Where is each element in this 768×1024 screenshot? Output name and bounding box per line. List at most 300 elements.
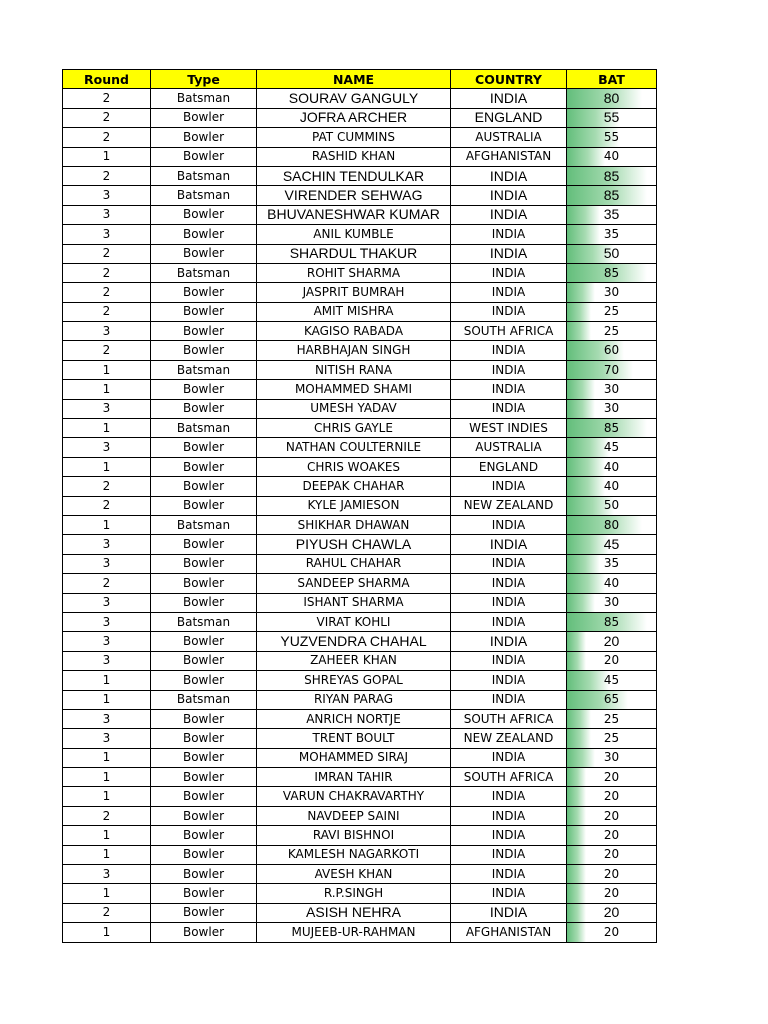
cell-country[interactable]: INDIA bbox=[451, 651, 567, 670]
bat-value: 40 bbox=[603, 459, 620, 474]
cell-bat[interactable] bbox=[567, 826, 657, 845]
cell-name[interactable]: MUJEEB-UR-RAHMAN bbox=[257, 923, 451, 942]
cell-country[interactable]: INDIA bbox=[451, 632, 567, 651]
header-bat[interactable]: BAT bbox=[567, 70, 657, 89]
cell-bat[interactable] bbox=[567, 477, 657, 496]
cell-country[interactable]: INDIA bbox=[451, 865, 567, 884]
cell-country[interactable]: NEW ZEALAND bbox=[451, 496, 567, 515]
cell-round[interactable]: 3 bbox=[63, 729, 151, 748]
cell-name[interactable]: R.P.SINGH bbox=[257, 884, 451, 903]
cell-name[interactable]: ZAHEER KHAN bbox=[257, 651, 451, 670]
data-bar bbox=[567, 361, 633, 379]
cell-name[interactable]: RIYAN PARAG bbox=[257, 690, 451, 709]
cell-bat[interactable] bbox=[567, 438, 657, 457]
table-row bbox=[63, 845, 657, 864]
cell-type[interactable]: Batsman bbox=[151, 690, 257, 709]
cell-country[interactable]: AUSTRALIA bbox=[451, 438, 567, 457]
data-bar bbox=[567, 826, 586, 844]
cell-bat[interactable] bbox=[567, 166, 657, 185]
table-row bbox=[63, 748, 657, 767]
cell-type[interactable]: Bowler bbox=[151, 787, 257, 806]
table-row bbox=[63, 341, 657, 360]
cell-type[interactable]: Bowler bbox=[151, 535, 257, 554]
cell-bat[interactable] bbox=[567, 457, 657, 476]
cell-bat[interactable] bbox=[567, 574, 657, 593]
table-row bbox=[63, 806, 657, 825]
table-row bbox=[63, 399, 657, 418]
cell-round[interactable]: 1 bbox=[63, 380, 151, 399]
cell-type[interactable]: Bowler bbox=[151, 632, 257, 651]
cell-bat[interactable] bbox=[567, 768, 657, 787]
table-row bbox=[63, 302, 657, 321]
data-bar bbox=[567, 400, 595, 418]
cell-country[interactable]: INDIA bbox=[451, 166, 567, 185]
data-bar bbox=[567, 652, 586, 670]
cell-round[interactable]: 3 bbox=[63, 865, 151, 884]
cell-name[interactable]: VIRENDER SEHWAG bbox=[257, 186, 451, 205]
cell-bat[interactable] bbox=[567, 147, 657, 166]
cell-bat[interactable] bbox=[567, 225, 657, 244]
bat-value: 85 bbox=[603, 167, 620, 184]
table-row bbox=[63, 671, 657, 690]
header-type[interactable]: Type bbox=[151, 70, 257, 89]
cell-name[interactable]: JOFRA ARCHER bbox=[257, 108, 451, 127]
table-row bbox=[63, 709, 657, 728]
table-row bbox=[63, 128, 657, 147]
cell-round[interactable]: 1 bbox=[63, 419, 151, 438]
cell-bat[interactable] bbox=[567, 903, 657, 922]
cell-country[interactable]: INDIA bbox=[451, 748, 567, 767]
cell-round[interactable]: 3 bbox=[63, 186, 151, 205]
bat-value: 30 bbox=[603, 284, 620, 299]
bat-value: 20 bbox=[603, 904, 620, 921]
cell-round[interactable]: 1 bbox=[63, 884, 151, 903]
cell-name[interactable]: AMIT MISHRA bbox=[257, 302, 451, 321]
cell-country[interactable]: INDIA bbox=[451, 515, 567, 534]
cell-type[interactable]: Bowler bbox=[151, 768, 257, 787]
cell-round[interactable]: 1 bbox=[63, 826, 151, 845]
cell-country[interactable]: INDIA bbox=[451, 399, 567, 418]
cell-round[interactable]: 1 bbox=[63, 845, 151, 864]
cell-bat[interactable] bbox=[567, 632, 657, 651]
cell-round[interactable]: 2 bbox=[63, 477, 151, 496]
cell-type[interactable]: Bowler bbox=[151, 438, 257, 457]
cell-type[interactable]: Batsman bbox=[151, 612, 257, 631]
cell-name[interactable]: ANIL KUMBLE bbox=[257, 225, 451, 244]
cell-bat[interactable] bbox=[567, 535, 657, 554]
data-bar bbox=[567, 555, 600, 573]
cell-country[interactable]: INDIA bbox=[451, 341, 567, 360]
bat-value: 40 bbox=[603, 149, 620, 164]
bat-value: 65 bbox=[603, 692, 620, 707]
cell-type[interactable]: Bowler bbox=[151, 496, 257, 515]
cell-round[interactable]: 3 bbox=[63, 651, 151, 670]
cell-bat[interactable] bbox=[567, 89, 657, 108]
table-row bbox=[63, 147, 657, 166]
table-row bbox=[63, 283, 657, 302]
cell-type[interactable]: Bowler bbox=[151, 341, 257, 360]
cell-bat[interactable] bbox=[567, 806, 657, 825]
cell-type[interactable]: Bowler bbox=[151, 477, 257, 496]
cell-bat[interactable] bbox=[567, 302, 657, 321]
cell-name[interactable]: CHRIS GAYLE bbox=[257, 419, 451, 438]
data-bar bbox=[567, 846, 586, 864]
bat-value: 50 bbox=[603, 245, 620, 262]
cell-country[interactable]: ENGLAND bbox=[451, 457, 567, 476]
bat-value: 25 bbox=[603, 711, 620, 726]
table-row bbox=[63, 225, 657, 244]
cell-name[interactable]: MOHAMMED SHAMI bbox=[257, 380, 451, 399]
cell-round[interactable]: 2 bbox=[63, 166, 151, 185]
data-bar bbox=[567, 710, 591, 728]
cell-bat[interactable] bbox=[567, 593, 657, 612]
cell-country[interactable]: INDIA bbox=[451, 225, 567, 244]
cell-round[interactable]: 2 bbox=[63, 128, 151, 147]
cell-round[interactable]: 3 bbox=[63, 632, 151, 651]
cell-country[interactable]: INDIA bbox=[451, 477, 567, 496]
bat-value: 85 bbox=[603, 187, 620, 204]
cell-country[interactable]: INDIA bbox=[451, 903, 567, 922]
cell-name[interactable]: ISHANT SHARMA bbox=[257, 593, 451, 612]
cell-name[interactable]: AVESH KHAN bbox=[257, 865, 451, 884]
cell-type[interactable]: Batsman bbox=[151, 166, 257, 185]
cell-name[interactable]: PIYUSH CHAWLA bbox=[257, 535, 451, 554]
table-row bbox=[63, 515, 657, 534]
table-row bbox=[63, 457, 657, 476]
cell-round[interactable]: 3 bbox=[63, 709, 151, 728]
data-bar bbox=[567, 206, 600, 224]
cell-country[interactable]: INDIA bbox=[451, 205, 567, 224]
cell-bat[interactable] bbox=[567, 729, 657, 748]
cell-name[interactable]: IMRAN TAHIR bbox=[257, 768, 451, 787]
bat-value: 85 bbox=[603, 614, 620, 629]
cell-name[interactable]: SHIKHAR DHAWAN bbox=[257, 515, 451, 534]
cell-round[interactable]: 1 bbox=[63, 360, 151, 379]
cell-country[interactable]: AUSTRALIA bbox=[451, 128, 567, 147]
cell-type[interactable]: Batsman bbox=[151, 186, 257, 205]
bat-value: 20 bbox=[603, 789, 620, 804]
cell-name[interactable]: HARBHAJAN SINGH bbox=[257, 341, 451, 360]
cell-name[interactable]: NAVDEEP SAINI bbox=[257, 806, 451, 825]
bat-value: 20 bbox=[603, 808, 620, 823]
bat-value: 20 bbox=[603, 847, 620, 862]
cell-name[interactable]: RAVI BISHNOI bbox=[257, 826, 451, 845]
bat-value: 20 bbox=[603, 633, 620, 650]
cell-bat[interactable] bbox=[567, 690, 657, 709]
cell-bat[interactable] bbox=[567, 360, 657, 379]
bat-value: 35 bbox=[603, 226, 620, 241]
cell-country[interactable]: NEW ZEALAND bbox=[451, 729, 567, 748]
cell-country[interactable]: INDIA bbox=[451, 89, 567, 108]
cell-bat[interactable] bbox=[567, 419, 657, 438]
cell-round[interactable]: 2 bbox=[63, 108, 151, 127]
cell-round[interactable]: 2 bbox=[63, 283, 151, 302]
cell-bat[interactable] bbox=[567, 496, 657, 515]
cell-country[interactable]: INDIA bbox=[451, 360, 567, 379]
cell-name[interactable]: KAGISO RABADA bbox=[257, 322, 451, 341]
cell-type[interactable]: Bowler bbox=[151, 748, 257, 767]
cell-type[interactable]: Bowler bbox=[151, 903, 257, 922]
cell-bat[interactable] bbox=[567, 263, 657, 282]
cell-type[interactable]: Bowler bbox=[151, 322, 257, 341]
cell-name[interactable]: NITISH RANA bbox=[257, 360, 451, 379]
bat-value: 85 bbox=[603, 265, 620, 280]
cell-bat[interactable] bbox=[567, 341, 657, 360]
cell-round[interactable]: 1 bbox=[63, 147, 151, 166]
data-bar bbox=[567, 729, 591, 747]
cell-round[interactable]: 3 bbox=[63, 612, 151, 631]
cell-type[interactable]: Batsman bbox=[151, 515, 257, 534]
cell-type[interactable]: Bowler bbox=[151, 826, 257, 845]
cell-round[interactable]: 1 bbox=[63, 923, 151, 942]
cell-name[interactable]: NATHAN COULTERNILE bbox=[257, 438, 451, 457]
cell-name[interactable]: ASISH NEHRA bbox=[257, 903, 451, 922]
cell-bat[interactable] bbox=[567, 884, 657, 903]
cell-type[interactable]: Bowler bbox=[151, 205, 257, 224]
cell-country[interactable]: INDIA bbox=[451, 244, 567, 263]
cell-country[interactable]: AFGHANISTAN bbox=[451, 923, 567, 942]
cell-type[interactable]: Bowler bbox=[151, 923, 257, 942]
cell-bat[interactable] bbox=[567, 108, 657, 127]
cell-name[interactable]: VIRAT KOHLI bbox=[257, 612, 451, 631]
bat-value: 35 bbox=[603, 206, 620, 223]
table-row bbox=[63, 244, 657, 263]
cell-type[interactable]: Bowler bbox=[151, 302, 257, 321]
bat-value: 20 bbox=[603, 866, 620, 881]
cell-round[interactable]: 3 bbox=[63, 205, 151, 224]
cell-name[interactable]: SACHIN TENDULKAR bbox=[257, 166, 451, 185]
cell-name[interactable]: YUZVENDRA CHAHAL bbox=[257, 632, 451, 651]
bat-value: 30 bbox=[603, 381, 620, 396]
data-bar bbox=[567, 749, 595, 767]
data-bar bbox=[567, 148, 605, 166]
cell-name[interactable]: SHREYAS GOPAL bbox=[257, 671, 451, 690]
table-row bbox=[63, 89, 657, 108]
cell-bat[interactable] bbox=[567, 554, 657, 573]
cell-round[interactable]: 1 bbox=[63, 671, 151, 690]
cell-round[interactable]: 3 bbox=[63, 535, 151, 554]
cell-name[interactable]: ANRICH NORTJE bbox=[257, 709, 451, 728]
bat-value: 80 bbox=[603, 517, 620, 532]
cell-country[interactable]: INDIA bbox=[451, 671, 567, 690]
table-row bbox=[63, 574, 657, 593]
data-bar bbox=[567, 691, 628, 709]
cell-type[interactable]: Batsman bbox=[151, 360, 257, 379]
cell-type[interactable]: Bowler bbox=[151, 225, 257, 244]
cell-type[interactable]: Bowler bbox=[151, 283, 257, 302]
bat-value: 20 bbox=[603, 886, 620, 901]
cell-round[interactable]: 2 bbox=[63, 302, 151, 321]
cell-bat[interactable] bbox=[567, 671, 657, 690]
cell-country[interactable]: INDIA bbox=[451, 845, 567, 864]
cell-round[interactable]: 2 bbox=[63, 89, 151, 108]
data-bar bbox=[567, 477, 605, 495]
cell-type[interactable]: Bowler bbox=[151, 729, 257, 748]
cell-type[interactable]: Bowler bbox=[151, 457, 257, 476]
cell-name[interactable]: KAMLESH NAGARKOTI bbox=[257, 845, 451, 864]
table-row bbox=[63, 322, 657, 341]
cell-bat[interactable] bbox=[567, 748, 657, 767]
cell-country[interactable]: INDIA bbox=[451, 535, 567, 554]
data-bar bbox=[567, 574, 605, 592]
cell-name[interactable]: RAHUL CHAHAR bbox=[257, 554, 451, 573]
cell-bat[interactable] bbox=[567, 244, 657, 263]
cell-round[interactable]: 1 bbox=[63, 457, 151, 476]
cell-country[interactable]: INDIA bbox=[451, 554, 567, 573]
cell-name[interactable]: TRENT BOULT bbox=[257, 729, 451, 748]
cell-type[interactable]: Bowler bbox=[151, 671, 257, 690]
table-row bbox=[63, 263, 657, 282]
cell-type[interactable]: Bowler bbox=[151, 709, 257, 728]
cell-country[interactable]: SOUTH AFRICA bbox=[451, 709, 567, 728]
cell-country[interactable]: INDIA bbox=[451, 283, 567, 302]
cell-name[interactable]: ROHIT SHARMA bbox=[257, 263, 451, 282]
cell-bat[interactable] bbox=[567, 205, 657, 224]
header-round[interactable]: Round bbox=[63, 70, 151, 89]
cell-round[interactable]: 3 bbox=[63, 438, 151, 457]
cell-bat[interactable] bbox=[567, 651, 657, 670]
cell-type[interactable]: Bowler bbox=[151, 554, 257, 573]
cell-name[interactable]: SANDEEP SHARMA bbox=[257, 574, 451, 593]
cell-type[interactable]: Batsman bbox=[151, 263, 257, 282]
cell-round[interactable]: 1 bbox=[63, 787, 151, 806]
cell-country[interactable]: WEST INDIES bbox=[451, 419, 567, 438]
bat-value: 30 bbox=[603, 750, 620, 765]
table-row bbox=[63, 768, 657, 787]
cell-bat[interactable] bbox=[567, 845, 657, 864]
table-row bbox=[63, 535, 657, 554]
bat-value: 45 bbox=[603, 440, 620, 455]
cell-round[interactable]: 2 bbox=[63, 244, 151, 263]
data-bar bbox=[567, 787, 586, 805]
cell-type[interactable]: Bowler bbox=[151, 865, 257, 884]
cell-round[interactable]: 2 bbox=[63, 341, 151, 360]
cell-type[interactable]: Bowler bbox=[151, 147, 257, 166]
cell-bat[interactable] bbox=[567, 612, 657, 631]
cell-type[interactable]: Batsman bbox=[151, 89, 257, 108]
bat-value: 20 bbox=[603, 924, 620, 939]
table-row bbox=[63, 865, 657, 884]
cell-country[interactable]: INDIA bbox=[451, 574, 567, 593]
cell-round[interactable]: 2 bbox=[63, 574, 151, 593]
bat-value: 20 bbox=[603, 769, 620, 784]
cell-type[interactable]: Bowler bbox=[151, 244, 257, 263]
cell-country[interactable]: INDIA bbox=[451, 263, 567, 282]
cell-type[interactable]: Bowler bbox=[151, 399, 257, 418]
cell-country[interactable]: INDIA bbox=[451, 302, 567, 321]
cell-type[interactable]: Bowler bbox=[151, 593, 257, 612]
cell-name[interactable]: SOURAV GANGULY bbox=[257, 89, 451, 108]
cell-round[interactable]: 3 bbox=[63, 593, 151, 612]
cell-country[interactable]: SOUTH AFRICA bbox=[451, 322, 567, 341]
cell-country[interactable]: INDIA bbox=[451, 787, 567, 806]
cell-bat[interactable] bbox=[567, 787, 657, 806]
cell-type[interactable]: Bowler bbox=[151, 574, 257, 593]
data-bar bbox=[567, 458, 605, 476]
cell-name[interactable]: DEEPAK CHAHAR bbox=[257, 477, 451, 496]
cell-country[interactable]: INDIA bbox=[451, 826, 567, 845]
bat-value: 20 bbox=[603, 653, 620, 668]
cell-name[interactable]: KYLE JAMIESON bbox=[257, 496, 451, 515]
cell-bat[interactable] bbox=[567, 283, 657, 302]
cell-round[interactable]: 1 bbox=[63, 690, 151, 709]
cell-bat[interactable] bbox=[567, 380, 657, 399]
data-bar bbox=[567, 632, 586, 650]
cell-bat[interactable] bbox=[567, 128, 657, 147]
cell-country[interactable]: AFGHANISTAN bbox=[451, 147, 567, 166]
cell-name[interactable]: MOHAMMED SIRAJ bbox=[257, 748, 451, 767]
cell-name[interactable]: PAT CUMMINS bbox=[257, 128, 451, 147]
cell-type[interactable]: Bowler bbox=[151, 108, 257, 127]
cell-round[interactable]: 3 bbox=[63, 399, 151, 418]
cell-round[interactable]: 1 bbox=[63, 748, 151, 767]
cell-type[interactable]: Bowler bbox=[151, 884, 257, 903]
bat-value: 25 bbox=[603, 730, 620, 745]
cell-round[interactable]: 2 bbox=[63, 263, 151, 282]
data-bar bbox=[567, 923, 586, 941]
cell-type[interactable]: Bowler bbox=[151, 845, 257, 864]
data-bar bbox=[567, 303, 591, 321]
cell-bat[interactable] bbox=[567, 923, 657, 942]
cell-country[interactable]: INDIA bbox=[451, 806, 567, 825]
cell-round[interactable]: 2 bbox=[63, 496, 151, 515]
cell-type[interactable]: Bowler bbox=[151, 380, 257, 399]
player-table bbox=[62, 69, 657, 943]
cell-name[interactable]: RASHID KHAN bbox=[257, 147, 451, 166]
cell-name[interactable]: SHARDUL THAKUR bbox=[257, 244, 451, 263]
cell-bat[interactable] bbox=[567, 709, 657, 728]
cell-country[interactable]: INDIA bbox=[451, 186, 567, 205]
cell-country[interactable]: INDIA bbox=[451, 884, 567, 903]
cell-name[interactable]: BHUVANESHWAR KUMAR bbox=[257, 205, 451, 224]
header-country[interactable]: COUNTRY bbox=[451, 70, 567, 89]
cell-bat[interactable] bbox=[567, 186, 657, 205]
cell-round[interactable]: 3 bbox=[63, 225, 151, 244]
cell-name[interactable]: CHRIS WOAKES bbox=[257, 457, 451, 476]
cell-bat[interactable] bbox=[567, 865, 657, 884]
cell-round[interactable]: 3 bbox=[63, 554, 151, 573]
cell-type[interactable]: Bowler bbox=[151, 128, 257, 147]
bat-value: 30 bbox=[603, 595, 620, 610]
cell-round[interactable]: 1 bbox=[63, 515, 151, 534]
bat-value: 55 bbox=[603, 109, 620, 126]
cell-country[interactable]: INDIA bbox=[451, 593, 567, 612]
bat-value: 45 bbox=[603, 672, 620, 687]
cell-name[interactable]: VARUN CHAKRAVARTHY bbox=[257, 787, 451, 806]
cell-round[interactable]: 3 bbox=[63, 322, 151, 341]
cell-country[interactable]: SOUTH AFRICA bbox=[451, 768, 567, 787]
cell-round[interactable]: 1 bbox=[63, 768, 151, 787]
cell-country[interactable]: ENGLAND bbox=[451, 108, 567, 127]
cell-name[interactable]: UMESH YADAV bbox=[257, 399, 451, 418]
cell-round[interactable]: 2 bbox=[63, 806, 151, 825]
cell-bat[interactable] bbox=[567, 322, 657, 341]
cell-name[interactable]: JASPRIT BUMRAH bbox=[257, 283, 451, 302]
cell-country[interactable]: INDIA bbox=[451, 612, 567, 631]
table-row bbox=[63, 554, 657, 573]
cell-round[interactable]: 2 bbox=[63, 903, 151, 922]
table-row bbox=[63, 360, 657, 379]
cell-bat[interactable] bbox=[567, 515, 657, 534]
cell-type[interactable]: Bowler bbox=[151, 806, 257, 825]
cell-type[interactable]: Bowler bbox=[151, 651, 257, 670]
cell-type[interactable]: Batsman bbox=[151, 419, 257, 438]
cell-country[interactable]: INDIA bbox=[451, 690, 567, 709]
cell-bat[interactable] bbox=[567, 399, 657, 418]
table-row bbox=[63, 923, 657, 942]
cell-country[interactable]: INDIA bbox=[451, 380, 567, 399]
header-name[interactable]: NAME bbox=[257, 70, 451, 89]
